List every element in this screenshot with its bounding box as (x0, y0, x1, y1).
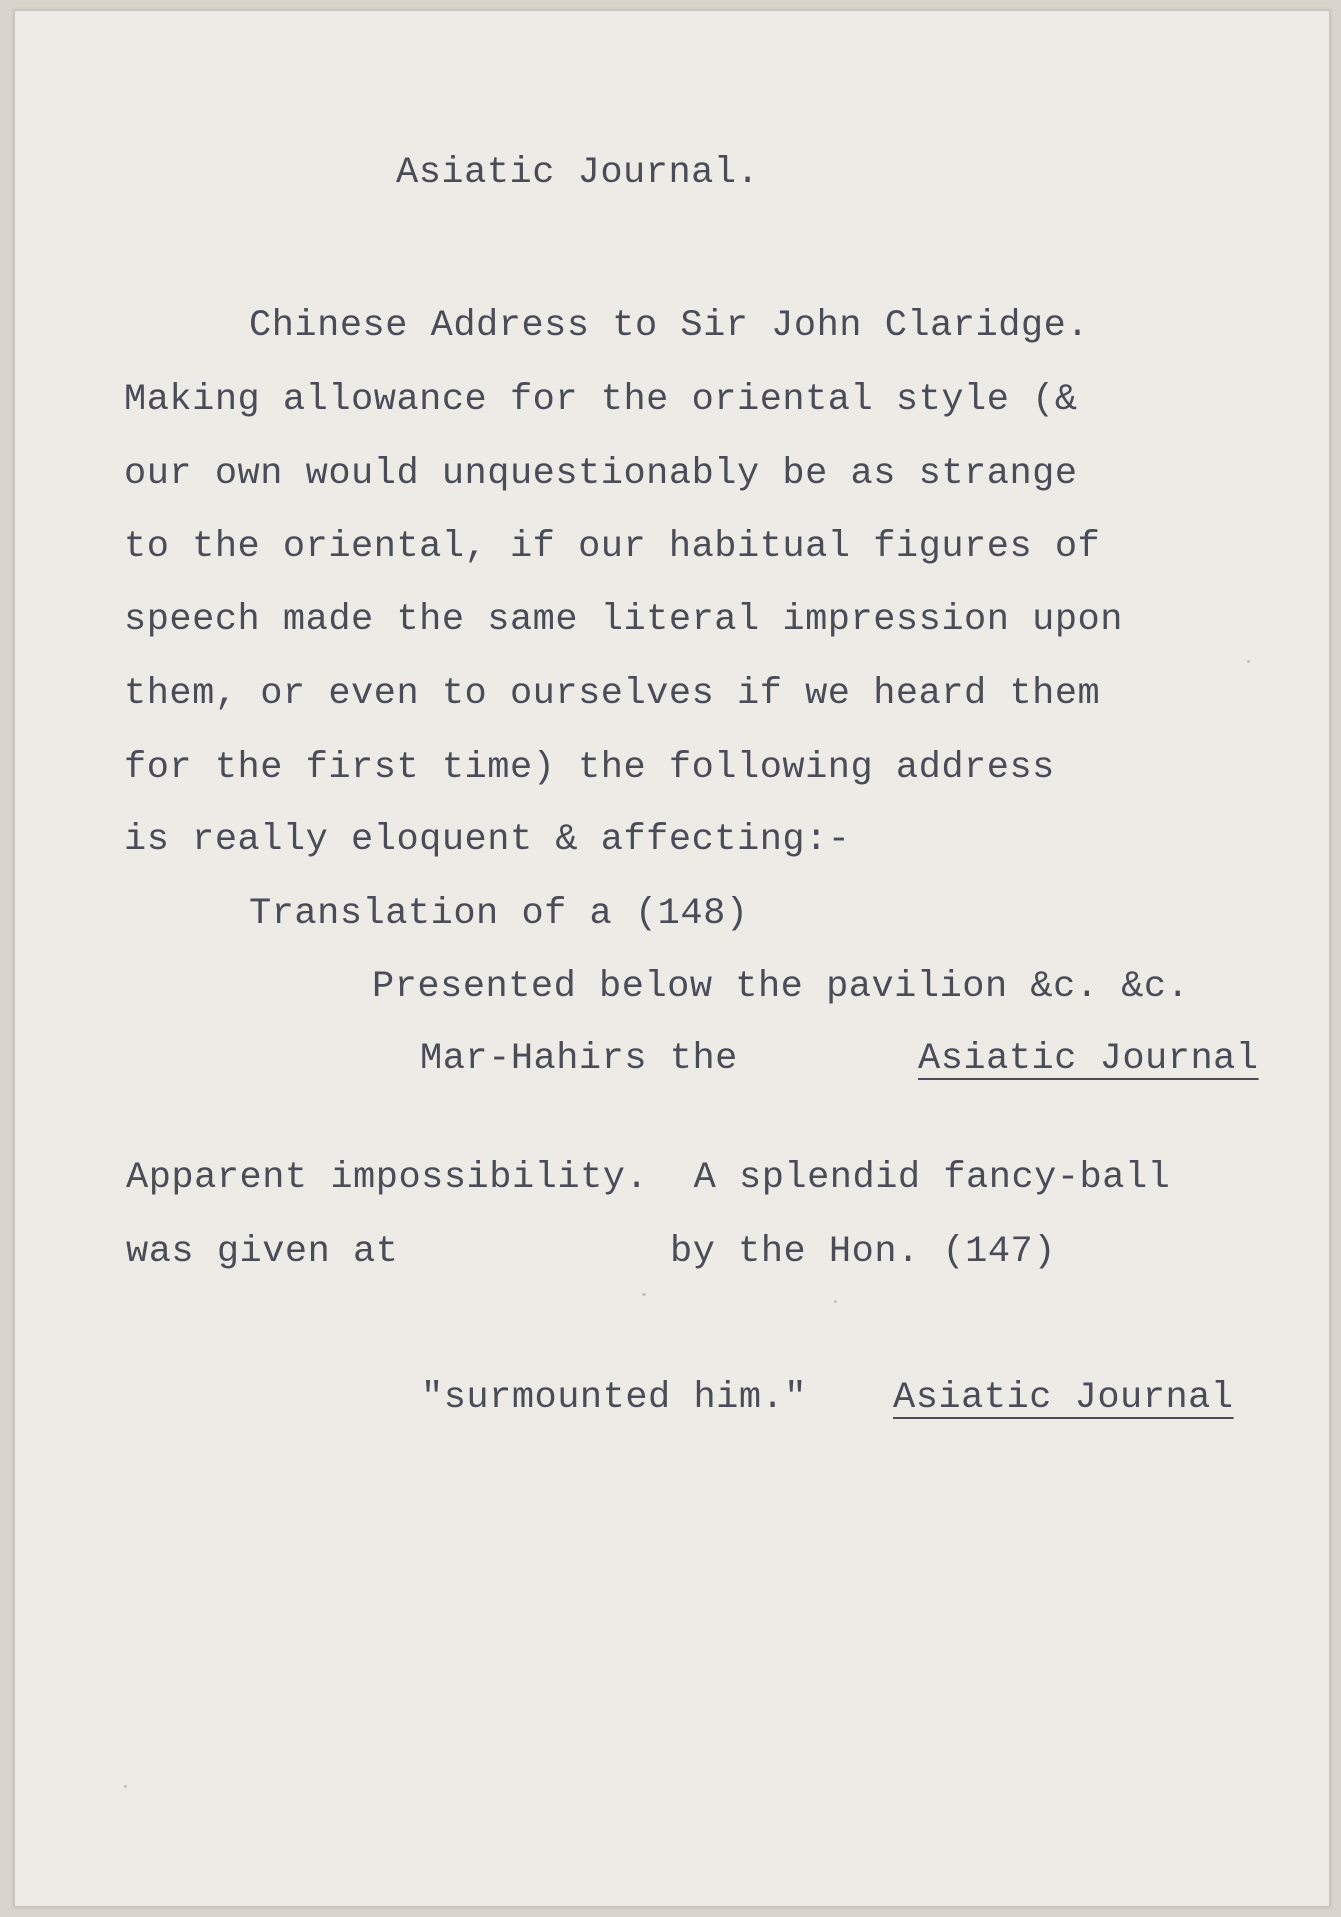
entry-heading: Chinese Address to Sir John Claridge. (249, 305, 1090, 347)
source-citation: Asiatic Journal (893, 1377, 1234, 1419)
body-line: our own would unquestionably be as strange (124, 453, 1078, 495)
body-line: is really eloquent & affecting:- (124, 819, 851, 861)
entry2-line2-left: was given at (126, 1231, 399, 1273)
body-line: speech made the same literal impression upon (124, 599, 1123, 641)
body-line: them, or even to ourselves if we heard them (124, 673, 1101, 715)
body-line: Making allowance for the oriental style (& (124, 379, 1078, 421)
paper-speck (124, 1785, 127, 1788)
paper-speck (1247, 660, 1250, 663)
body-line: to the oriental, if our habitual figures of (124, 526, 1101, 568)
translation-line: Translation of a (148) (249, 893, 749, 935)
presented-line: Presented below the pavilion &c. &c. (372, 966, 1190, 1008)
document-page (14, 10, 1330, 1907)
entry2-line2-right: by the Hon. (147) (670, 1231, 1056, 1273)
entry2-line1: Apparent impossibility. A splendid fancy-ball (126, 1157, 1171, 1199)
quote-line: "surmounted him." (421, 1377, 807, 1419)
document-title: Asiatic Journal. (396, 152, 760, 194)
source-citation: Asiatic Journal (918, 1038, 1259, 1080)
paper-speck (834, 1300, 837, 1303)
attribution-text: Mar-Hahirs the (420, 1038, 738, 1080)
paper-speck (642, 1293, 646, 1296)
body-line: for the first time) the following address (124, 747, 1055, 789)
